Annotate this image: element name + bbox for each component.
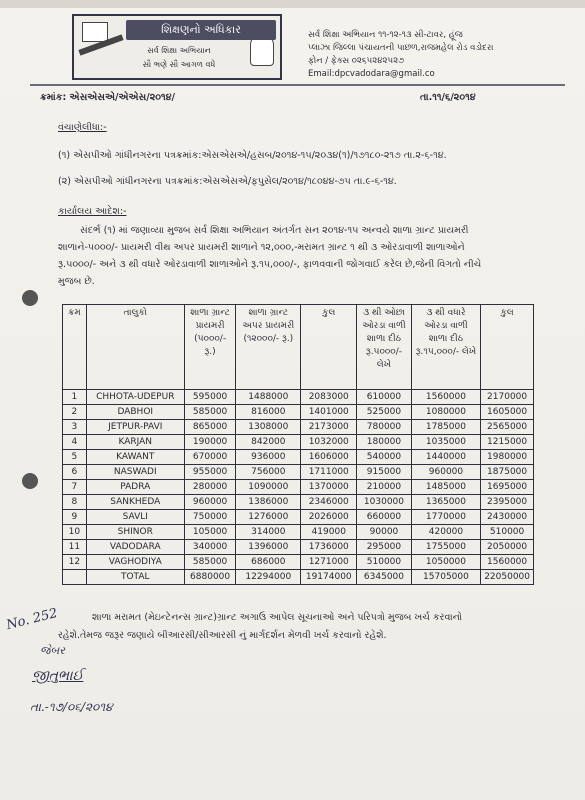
handwritten-date: તા.-૧૭/૦૬/૨૦૧૪ bbox=[30, 700, 113, 714]
table-cell: 2395000 bbox=[481, 495, 534, 510]
table-row bbox=[63, 420, 534, 435]
table-row bbox=[63, 465, 534, 480]
table-cell: 340000 bbox=[184, 540, 236, 555]
table-cell: 1050000 bbox=[411, 555, 480, 570]
table-cell: 12 bbox=[63, 555, 87, 570]
table-cell: 750000 bbox=[184, 510, 236, 525]
table-cell: 12294000 bbox=[236, 570, 301, 585]
table-cell: 1488000 bbox=[236, 390, 301, 405]
table-cell: CHHOTA-UDEPUR bbox=[86, 390, 184, 405]
table-cell: 15705000 bbox=[411, 570, 480, 585]
order-line-2: શાળાને-૫૦૦૦/- પ્રાયમરી વીથ અપર પ્રાયમરી શાળાને ૧૨,૦૦૦,-મરામત ગ્રાન્ટ ૧ થી ૩ ઓરડાવાળી શાળાઓને bbox=[58, 242, 465, 253]
table-cell: 510000 bbox=[357, 555, 412, 570]
table-cell: 585000 bbox=[184, 405, 236, 420]
book-icon bbox=[82, 22, 108, 42]
logo-subtitle: સર્વ શિક્ષા અભિયાન bbox=[147, 46, 211, 55]
table-cell: 1030000 bbox=[357, 495, 412, 510]
table-cell: 756000 bbox=[236, 465, 301, 480]
table-cell: 19174000 bbox=[301, 570, 357, 585]
handwritten-mark: જેબર bbox=[40, 644, 65, 657]
read-item-1: (૧) એસપીઓ ગાંધીનગરના પત્રક્રમાંક:એસએસએ/હસબ/૨૦૧૪-૧૫/૨૦૩૪(૧)/૧૭૧૮૦-૨૧૭ તા.૨-૬-૧૪. bbox=[58, 150, 447, 161]
read-heading: વંચાણેલીધા:- bbox=[58, 122, 107, 133]
order-line-4: મુજબ છે. bbox=[58, 276, 95, 287]
table-cell: 419000 bbox=[301, 525, 357, 540]
table-cell: 1770000 bbox=[411, 510, 480, 525]
table-cell: 1386000 bbox=[236, 495, 301, 510]
table-cell: 2173000 bbox=[301, 420, 357, 435]
scan-edge bbox=[0, 0, 585, 8]
table-cell: 1035000 bbox=[411, 435, 480, 450]
table-cell: 1606000 bbox=[301, 450, 357, 465]
header-divider bbox=[30, 84, 565, 86]
table-cell: KARJAN bbox=[86, 435, 184, 450]
table-cell: 686000 bbox=[236, 555, 301, 570]
table-cell: 1695000 bbox=[481, 480, 534, 495]
table-cell: 1736000 bbox=[301, 540, 357, 555]
table-cell: 1090000 bbox=[236, 480, 301, 495]
table-cell: 595000 bbox=[184, 390, 236, 405]
table-cell: 1 bbox=[63, 390, 87, 405]
table-cell: 2346000 bbox=[301, 495, 357, 510]
table-row bbox=[63, 555, 534, 570]
table-cell: VADODARA bbox=[86, 540, 184, 555]
table-cell: VAGHODIYA bbox=[86, 555, 184, 570]
table-cell: 960000 bbox=[184, 495, 236, 510]
table-cell: 295000 bbox=[357, 540, 412, 555]
table-total-row bbox=[63, 570, 534, 585]
table-cell: 1485000 bbox=[411, 480, 480, 495]
footer-line-1: શાળા મરામત (મેઇન્ટેનન્સ ગ્રાન્ટ)ગ્રાન્ટ અગાઉ આપેલ સૂચનાઓ અને પરિપત્રો મુજબ ખર્ચ કરવાનો bbox=[92, 612, 463, 623]
table-cell: 1276000 bbox=[236, 510, 301, 525]
table-cell: 842000 bbox=[236, 435, 301, 450]
table-row bbox=[63, 435, 534, 450]
col-header-serial: ક્રમ bbox=[63, 305, 87, 390]
order-line-3: રૂ.૫૦૦૦/- અને ૩ થી વધારે ઓરડાવાળી શાળાઓને રૂ.૧૫,૦૦૦/-, ફાળવવાની જોગવાઈ કરેલ છે,જેની વિગતો નીચે bbox=[58, 259, 482, 270]
punch-hole bbox=[22, 473, 38, 489]
table-cell: SHINOR bbox=[86, 525, 184, 540]
table-cell: 5 bbox=[63, 450, 87, 465]
table-cell: 1605000 bbox=[481, 405, 534, 420]
order-line-1: સંદર્ભ (૧) માં જણાવ્યા મુજબ સર્વ શિક્ષા અભિયાન અંતર્ગત સન ૨૦૧૪-૧૫ અન્વયે શાળા ગ્રાન્ટ પ્રાયમરી bbox=[80, 225, 469, 236]
table-cell: 314000 bbox=[236, 525, 301, 540]
table-cell: 10 bbox=[63, 525, 87, 540]
table-cell: JETPUR-PAVI bbox=[86, 420, 184, 435]
table-cell: 1440000 bbox=[411, 450, 480, 465]
table-cell: 936000 bbox=[236, 450, 301, 465]
table-cell: 190000 bbox=[184, 435, 236, 450]
table-cell: 1401000 bbox=[301, 405, 357, 420]
table-body bbox=[63, 390, 534, 585]
table-row bbox=[63, 525, 534, 540]
table-cell: 22050000 bbox=[481, 570, 534, 585]
email: Email:dpcvadodara@gmail.co bbox=[308, 69, 435, 79]
table-cell: 1032000 bbox=[301, 435, 357, 450]
table-row bbox=[63, 450, 534, 465]
table-cell: DABHOI bbox=[86, 405, 184, 420]
table-cell: 865000 bbox=[184, 420, 236, 435]
table-cell: 4 bbox=[63, 435, 87, 450]
table-cell: 9 bbox=[63, 510, 87, 525]
table-cell: 180000 bbox=[357, 435, 412, 450]
table-cell: 816000 bbox=[236, 405, 301, 420]
table-cell: 955000 bbox=[184, 465, 236, 480]
table-cell: SANKHEDA bbox=[86, 495, 184, 510]
read-item-2: (૨) એસપીઓ ગાંધીનગરના પત્રક્રમાંક:એસએસએ/ફપુસેલ/૨૦૧૪/૧૮૦૪૪-૭૫ તા.૯-૬-૧૪. bbox=[58, 176, 397, 187]
table-cell: 510000 bbox=[481, 525, 534, 540]
table-cell: 525000 bbox=[357, 405, 412, 420]
address-line-2: પ્લાઝા જિલ્લા પંચાયતની પાછળ,રાજમહેલ રોડ વડોદરા bbox=[308, 43, 494, 53]
table-cell: 1215000 bbox=[481, 435, 534, 450]
table-row bbox=[63, 480, 534, 495]
col-header-over-3-rooms: ૩ થી વધારે ઓરડા વાળી શાળા દીઠ રૂ.૧૫,૦૦૦/- લેખે bbox=[411, 305, 480, 390]
footer-line-2: રહેશે.તેમજ જરૂર જણાયે બીઆરસી/સીઆરસી નું માર્ગદર્શન મેળવી ખર્ચ કરવાનો રહેશે. bbox=[58, 630, 387, 641]
table-cell: 420000 bbox=[411, 525, 480, 540]
table-cell: 960000 bbox=[411, 465, 480, 480]
table-cell: 2050000 bbox=[481, 540, 534, 555]
table-cell: SAVLI bbox=[86, 510, 184, 525]
table-cell: 1711000 bbox=[301, 465, 357, 480]
letterhead-logo bbox=[72, 14, 282, 80]
table-cell: 610000 bbox=[357, 390, 412, 405]
table-cell: 280000 bbox=[184, 480, 236, 495]
table-cell bbox=[63, 570, 87, 585]
table-header-row bbox=[63, 305, 534, 390]
table-cell: 105000 bbox=[184, 525, 236, 540]
table-cell: 660000 bbox=[357, 510, 412, 525]
table-row bbox=[63, 540, 534, 555]
logo-tagline: સૌ ભણે સૌ આગળ વધે bbox=[142, 60, 216, 69]
table-cell: 6345000 bbox=[357, 570, 412, 585]
address-line-3: ફોન / ફેક્સ ૦૨૬૫૨૪૨૫૨૭ bbox=[308, 56, 404, 66]
col-header-total-2: કુલ bbox=[481, 305, 534, 390]
table-cell: 7 bbox=[63, 480, 87, 495]
table-cell: 1785000 bbox=[411, 420, 480, 435]
table-cell: 915000 bbox=[357, 465, 412, 480]
table-cell: 2170000 bbox=[481, 390, 534, 405]
table-cell: 670000 bbox=[184, 450, 236, 465]
address-line-1: સર્વ શિક્ષા અભિયાન ૧૧-૧૨-૧૩ સી-ટાવર, હૂંજ bbox=[308, 30, 463, 40]
table-cell: 2083000 bbox=[301, 390, 357, 405]
table-cell: PADRA bbox=[86, 480, 184, 495]
table-cell: 1875000 bbox=[481, 465, 534, 480]
table-row bbox=[63, 405, 534, 420]
col-header-total-1: કુલ bbox=[301, 305, 357, 390]
order-paragraph bbox=[58, 222, 538, 290]
table-cell: 2430000 bbox=[481, 510, 534, 525]
table-cell: 1755000 bbox=[411, 540, 480, 555]
table-cell: 1396000 bbox=[236, 540, 301, 555]
table-cell: 210000 bbox=[357, 480, 412, 495]
handwritten-number: No. 252 bbox=[4, 605, 60, 634]
table-cell: 1308000 bbox=[236, 420, 301, 435]
grant-table bbox=[62, 304, 534, 585]
table-cell: 540000 bbox=[357, 450, 412, 465]
table-cell: 1271000 bbox=[301, 555, 357, 570]
table-cell: NASWADI bbox=[86, 465, 184, 480]
table-cell: 6880000 bbox=[184, 570, 236, 585]
table-cell: KAWANT bbox=[86, 450, 184, 465]
table-row bbox=[63, 495, 534, 510]
table-cell: 1560000 bbox=[481, 555, 534, 570]
logo-title: શિક્ષણનો અધિકાર bbox=[126, 20, 276, 40]
table-cell: 3 bbox=[63, 420, 87, 435]
table-cell: 780000 bbox=[357, 420, 412, 435]
table-cell: TOTAL bbox=[86, 570, 184, 585]
table-cell: 1560000 bbox=[411, 390, 480, 405]
col-header-under-3-rooms: ૩ થી ઓછા ઓરડા વાળી શાળા દીઠ રૂ.૫૦૦૦/- લેખે bbox=[357, 305, 412, 390]
table-cell: 11 bbox=[63, 540, 87, 555]
letter-date: તા.૧૧/૬/૨૦૧૪ bbox=[420, 92, 476, 103]
punch-hole bbox=[22, 290, 38, 306]
table-row bbox=[63, 390, 534, 405]
table-cell: 2 bbox=[63, 405, 87, 420]
reference-number: ક્રમાંક: એસએસએ/એએસ/૨૦૧૪/ bbox=[40, 92, 176, 103]
table-cell: 2565000 bbox=[481, 420, 534, 435]
table-cell: 8 bbox=[63, 495, 87, 510]
col-header-primary-grant: શાળા ગ્રાન્ટ પ્રાયમરી (૫૦૦૦/- રૂ.) bbox=[184, 305, 236, 390]
table-cell: 585000 bbox=[184, 555, 236, 570]
table-cell: 2026000 bbox=[301, 510, 357, 525]
handwritten-signature: જીતુભાઈ bbox=[32, 668, 84, 684]
table-cell: 1980000 bbox=[481, 450, 534, 465]
col-header-taluka: તાલુકો bbox=[86, 305, 184, 390]
order-heading: કાર્યાલય આદેશ:- bbox=[58, 206, 127, 217]
table-cell: 1365000 bbox=[411, 495, 480, 510]
table-cell: 90000 bbox=[357, 525, 412, 540]
table-cell: 1370000 bbox=[301, 480, 357, 495]
table-cell: 6 bbox=[63, 465, 87, 480]
table-cell: 1080000 bbox=[411, 405, 480, 420]
col-header-upper-primary-grant: શાળા ગ્રાન્ટ અપર પ્રાયમરી (૧૨૦૦૦/- રૂ.) bbox=[236, 305, 301, 390]
table-row bbox=[63, 510, 534, 525]
